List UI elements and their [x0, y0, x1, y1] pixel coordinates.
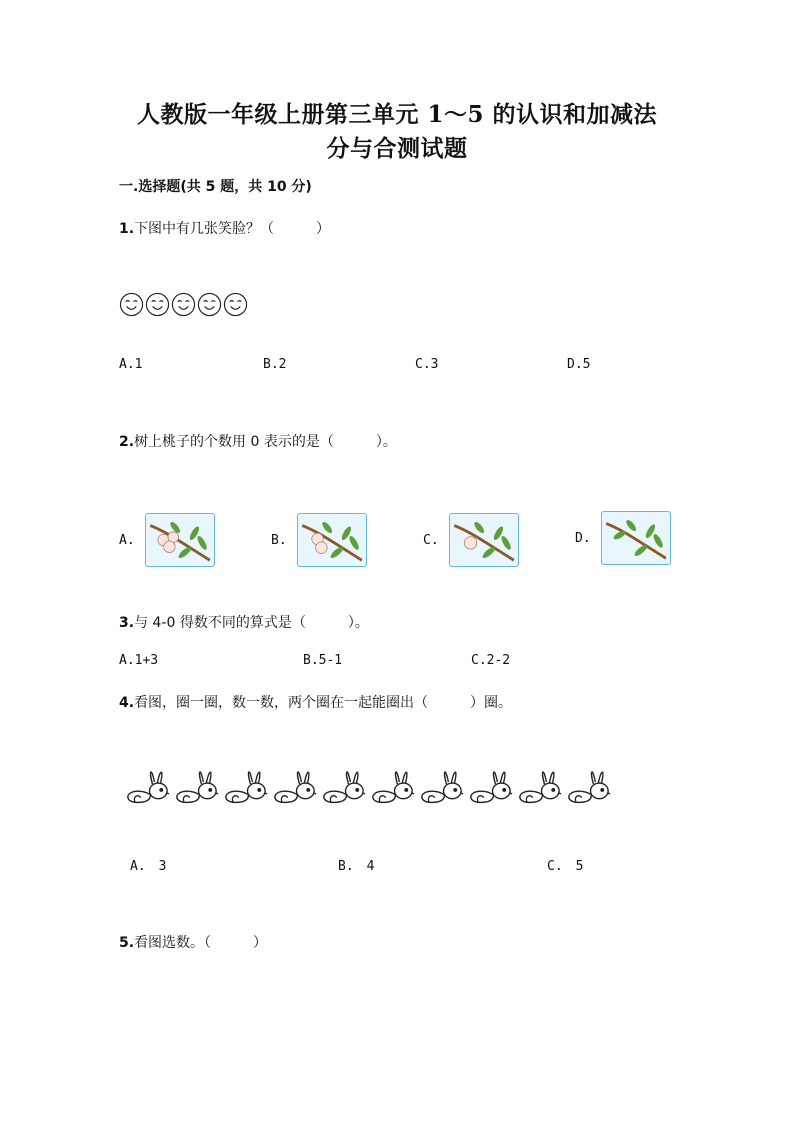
rabbit-icon	[174, 762, 223, 808]
rabbit-icon	[125, 762, 174, 808]
option-label: A.	[119, 532, 135, 548]
question-number: 1.	[119, 221, 135, 237]
rabbit-icon	[321, 762, 370, 808]
question-number: 3.	[119, 615, 135, 631]
rabbit-icon	[223, 762, 272, 808]
option-label: D.	[575, 530, 591, 546]
question-number: 5.	[119, 935, 135, 951]
q4-option-c[interactable]: C. 5	[547, 859, 584, 874]
rabbit-icon	[566, 762, 615, 808]
q2-option-b[interactable]	[271, 513, 367, 567]
question-2	[119, 431, 397, 451]
option-label: B.	[271, 532, 287, 548]
rabbit-icon	[517, 762, 566, 808]
rabbit-icon	[468, 762, 517, 808]
peach-branch-icon	[145, 513, 215, 567]
question-number: 2.	[119, 434, 135, 450]
q2-option-a[interactable]	[119, 513, 215, 567]
q3-option-c[interactable]: C.2-2	[471, 653, 511, 668]
page-subtitle: 分与合测试题	[326, 135, 468, 162]
q4-option-b[interactable]: B. 4	[338, 859, 375, 874]
smiley-face-icon	[119, 292, 144, 317]
question-text: 树上桃子的个数用 0 表示的是（ ）。	[134, 434, 397, 450]
rabbit-icon	[272, 762, 321, 808]
q1-option-c[interactable]: C.3	[415, 357, 439, 372]
smiley-face-icon	[171, 292, 196, 317]
question-1	[119, 218, 330, 238]
smiley-row	[119, 292, 248, 317]
q4-option-a[interactable]: A. 3	[130, 859, 167, 874]
page-title: 人教版一年级上册第三单元 1～5 的认识和加减法	[136, 101, 658, 128]
q1-option-d[interactable]: D.5	[567, 357, 591, 372]
peach-branch-icon	[449, 513, 519, 567]
q1-option-a[interactable]: A.1	[119, 357, 143, 372]
question-text: 看图，圈一圈，数一数，两个圈在一起能圈出（ ）圈。	[134, 695, 513, 711]
peach-branch-icon	[601, 511, 671, 565]
q2-option-c[interactable]	[423, 513, 519, 567]
q2-option-d[interactable]	[575, 511, 671, 565]
question-number: 4.	[119, 695, 135, 711]
question-text: 下图中有几张笑脸？（ ）	[134, 221, 331, 237]
peach-branch-icon	[297, 513, 367, 567]
q1-option-b[interactable]: B.2	[263, 357, 287, 372]
section-heading: 一.选择题(共 5 题，共 10 分)	[119, 179, 312, 195]
smiley-face-icon	[145, 292, 170, 317]
question-5	[119, 932, 267, 952]
rabbit-icon	[370, 762, 419, 808]
question-text: 与 4-0 得数不同的算式是（ ）。	[134, 615, 369, 631]
option-label: C.	[423, 532, 439, 548]
question-text: 看图选数。（ ）	[134, 935, 268, 951]
q3-option-a[interactable]: A.1+3	[119, 653, 159, 668]
question-3	[119, 612, 369, 632]
q3-option-b[interactable]: B.5-1	[303, 653, 343, 668]
smiley-face-icon	[223, 292, 248, 317]
smiley-face-icon	[197, 292, 222, 317]
rabbit-row	[125, 762, 615, 808]
question-4	[119, 692, 512, 712]
rabbit-icon	[419, 762, 468, 808]
